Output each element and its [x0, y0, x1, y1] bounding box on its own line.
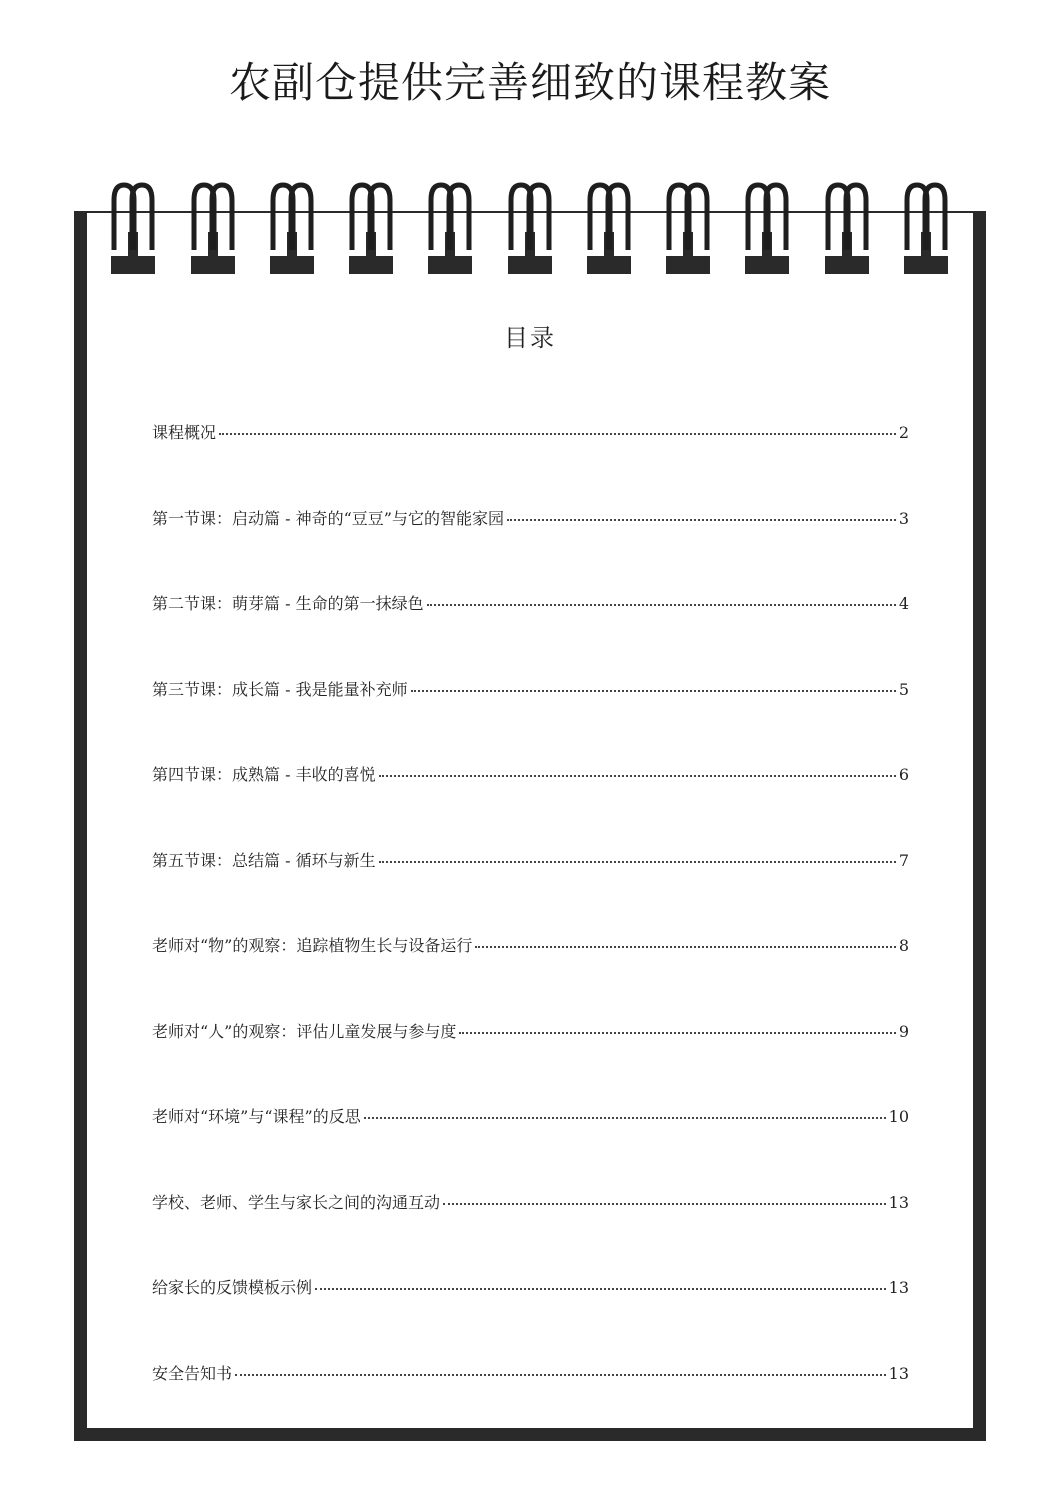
spiral-ring-icon	[428, 185, 472, 274]
toc-page-number: 6	[898, 765, 909, 784]
spiral-ring-icon	[270, 185, 314, 274]
toc-entry-label: 给家长的反馈模板示例	[152, 1278, 313, 1297]
spiral-ring-icon	[349, 185, 393, 274]
toc-page-number: 7	[898, 850, 909, 870]
toc-entry-label: 安全告知书	[152, 1363, 233, 1383]
toc-page-number: 4	[898, 594, 909, 613]
toc-page-number: 13	[888, 1192, 909, 1212]
toc-entry-label: 第二节课：萌芽篇 - 生命的第一抹绿色	[152, 594, 424, 613]
dot-leader	[315, 1287, 886, 1290]
dot-leader	[219, 432, 896, 435]
spiral-ring-icon	[111, 185, 155, 274]
toc-page-number: 9	[898, 1021, 909, 1041]
toc-entry-label: 第五节课：总结篇 - 循环与新生	[152, 850, 376, 870]
dot-leader	[427, 603, 896, 606]
toc-page-number: 2	[898, 423, 909, 442]
toc-entry[interactable]	[152, 1361, 909, 1389]
toc-entry[interactable]	[152, 762, 909, 790]
toc-entry-label: 第三节课：成长篇 - 我是能量补充师	[152, 679, 408, 699]
toc-entry[interactable]	[152, 591, 909, 619]
toc-page-number: 3	[898, 508, 909, 528]
toc-entry-label: 老师对“物”的观察：追踪植物生长与设备运行	[152, 936, 473, 955]
document-title: 农副仓提供完善细致的课程教案	[228, 58, 831, 107]
toc-entry[interactable]	[152, 933, 909, 961]
dot-leader	[443, 1202, 886, 1205]
toc-entry[interactable]	[152, 848, 909, 876]
toc-page-number: 10	[888, 1107, 909, 1126]
toc-entry-label: 第四节课：成熟篇 - 丰收的喜悦	[152, 765, 376, 784]
toc-entry[interactable]	[152, 677, 909, 705]
dot-leader	[475, 945, 895, 948]
toc-entry-label: 老师对“环境”与“课程”的反思	[152, 1107, 361, 1126]
toc-page-number: 5	[898, 679, 909, 699]
spiral-ring-icon	[745, 185, 789, 274]
spiral-ring-icon	[904, 185, 948, 274]
dot-leader	[507, 518, 896, 521]
toc-entry-label: 老师对“人”的观察：评估儿童发展与参与度	[152, 1021, 457, 1041]
dot-leader	[379, 860, 896, 863]
toc-entry[interactable]	[152, 1104, 909, 1132]
toc-entry[interactable]	[152, 506, 909, 534]
dot-leader	[379, 774, 896, 777]
toc-page-number: 13	[888, 1363, 909, 1383]
toc-entry[interactable]	[152, 420, 909, 448]
spiral-ring-icon	[587, 185, 631, 274]
spiral-ring-icon	[508, 185, 552, 274]
toc-entry[interactable]	[152, 1190, 909, 1218]
dot-leader	[459, 1031, 895, 1034]
spiral-binding	[0, 0, 1060, 290]
dot-leader	[411, 689, 896, 692]
dot-leader	[235, 1373, 886, 1376]
toc-entry-label: 第一节课：启动篇 - 神奇的“豆豆”与它的智能家园	[152, 508, 504, 528]
toc-heading: 目录	[504, 324, 556, 352]
spiral-ring-icon	[191, 185, 235, 274]
toc-entry-label: 课程概况	[152, 423, 217, 442]
toc-entry-label: 学校、老师、学生与家长之间的沟通互动	[152, 1192, 441, 1212]
toc-entry[interactable]	[152, 1019, 909, 1047]
spiral-ring-icon	[666, 185, 710, 274]
toc-entry[interactable]	[152, 1275, 909, 1303]
toc-page-number: 8	[898, 936, 909, 955]
notebook-frame	[74, 211, 986, 1441]
dot-leader	[364, 1116, 886, 1119]
spiral-ring-icon	[825, 185, 869, 274]
toc-page-number: 13	[888, 1278, 909, 1297]
